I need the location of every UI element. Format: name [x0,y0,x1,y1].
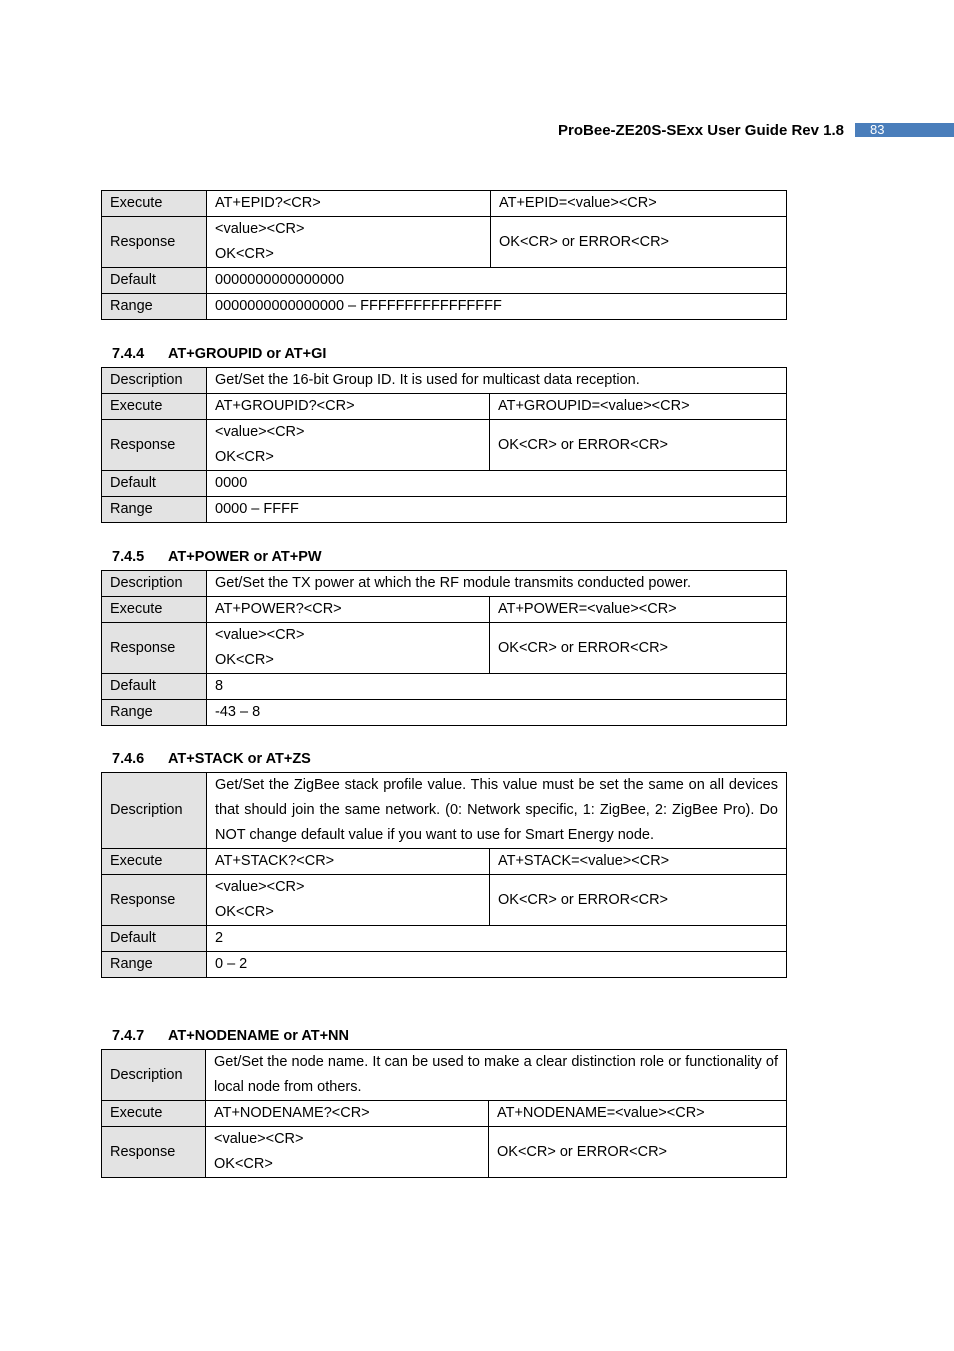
table-row [102,394,787,420]
default-value: 2 [207,926,787,952]
response-label: Response [102,623,207,674]
section-heading [112,1028,349,1044]
table-row [102,849,787,875]
response-line: <value><CR> [215,424,305,440]
description-value: Get/Set the TX power at which the RF module transmits conducted power. [207,571,787,597]
section-title: AT+NODENAME or AT+NN [168,1028,349,1044]
section-title: AT+POWER or AT+PW [168,549,322,565]
epid-command-table [101,190,787,320]
table-row [102,1101,787,1127]
default-label: Default [102,268,207,294]
response-line: OK<CR> [215,246,274,262]
default-value: 0000 [207,471,787,497]
response-query-cell [207,217,491,268]
response-query-cell [207,875,490,926]
table-row [102,926,787,952]
section-title: AT+GROUPID or AT+GI [168,346,327,362]
response-set-cell: OK<CR> or ERROR<CR> [490,623,787,674]
execute-query-cell: AT+NODENAME?<CR> [206,1101,489,1127]
description-value: Get/Set the node name. It can be used to make a clear distinction role or functionality of local node from others. [206,1050,787,1101]
execute-set-cell: AT+STACK=<value><CR> [490,849,787,875]
section-title: AT+STACK or AT+ZS [168,751,311,767]
range-value: -43 – 8 [207,700,787,726]
power-command-table [101,570,787,726]
range-label: Range [102,294,207,320]
document-header-title: ProBee-ZE20S-SExx User Guide Rev 1.8 [558,122,844,139]
default-label: Default [102,674,207,700]
response-label: Response [102,1127,206,1178]
range-label: Range [102,952,207,978]
table-row [102,420,787,471]
response-line: <value><CR> [215,221,305,237]
response-set-cell: OK<CR> or ERROR<CR> [489,1127,787,1178]
response-label: Response [102,875,207,926]
stack-command-table [101,772,787,978]
table-row [102,1127,787,1178]
response-set-cell: OK<CR> or ERROR<CR> [491,217,787,268]
range-value: 0000 – FFFF [207,497,787,523]
table-row [102,471,787,497]
response-line: OK<CR> [215,904,274,920]
execute-query-cell: AT+EPID?<CR> [207,191,491,217]
response-query-cell [207,623,490,674]
description-label: Description [102,1050,206,1101]
execute-query-cell: AT+POWER?<CR> [207,597,490,623]
section-heading [112,751,311,767]
section-number: 7.4.4 [112,346,145,362]
execute-set-cell: AT+POWER=<value><CR> [490,597,787,623]
table-row [102,571,787,597]
response-line: OK<CR> [215,449,274,465]
execute-set-cell: AT+EPID=<value><CR> [491,191,787,217]
section-heading [112,346,326,362]
section-number: 7.4.7 [112,1028,145,1044]
response-query-cell [207,420,490,471]
nodename-command-table [101,1049,787,1178]
default-label: Default [102,471,207,497]
table-row [102,368,787,394]
execute-set-cell: AT+GROUPID=<value><CR> [490,394,787,420]
description-value: Get/Set the 16-bit Group ID. It is used for multicast data reception. [207,368,787,394]
execute-set-cell: AT+NODENAME=<value><CR> [489,1101,787,1127]
description-label: Description [102,571,207,597]
response-line: <value><CR> [215,879,305,895]
execute-query-cell: AT+STACK?<CR> [207,849,490,875]
table-row [102,773,787,849]
table-row [102,952,787,978]
table-row [102,268,787,294]
range-value: 0 – 2 [207,952,787,978]
response-label: Response [102,217,207,268]
response-line: <value><CR> [214,1131,304,1147]
page-number-badge: 83 [855,123,954,137]
default-value: 0000000000000000 [207,268,787,294]
default-value: 8 [207,674,787,700]
response-set-cell: OK<CR> or ERROR<CR> [490,875,787,926]
table-row [102,217,787,268]
section-number: 7.4.5 [112,549,145,565]
execute-label: Execute [102,1101,206,1127]
execute-label: Execute [102,597,207,623]
description-label: Description [102,773,207,849]
execute-label: Execute [102,849,207,875]
range-value: 0000000000000000 – FFFFFFFFFFFFFFFF [207,294,787,320]
range-label: Range [102,497,207,523]
response-query-cell [206,1127,489,1178]
description-label: Description [102,368,207,394]
table-row [102,875,787,926]
response-line: <value><CR> [215,627,305,643]
table-row [102,191,787,217]
execute-label: Execute [102,191,207,217]
description-value: Get/Set the ZigBee stack profile value. This value must be set the same on all devices that should join the same network. (0: Network specific, 1: ZigBee, 2: ZigBee Pro). Do NOT change default value if you want to use for Smart Energy node. [207,773,787,849]
response-set-cell: OK<CR> or ERROR<CR> [490,420,787,471]
groupid-command-table [101,367,787,523]
table-row [102,294,787,320]
table-row [102,623,787,674]
section-number: 7.4.6 [112,751,145,767]
execute-label: Execute [102,394,207,420]
default-label: Default [102,926,207,952]
response-line: OK<CR> [215,652,274,668]
response-line: OK<CR> [214,1156,273,1172]
response-label: Response [102,420,207,471]
range-label: Range [102,700,207,726]
table-row [102,674,787,700]
table-row [102,1050,787,1101]
execute-query-cell: AT+GROUPID?<CR> [207,394,490,420]
table-row [102,700,787,726]
table-row [102,497,787,523]
table-row [102,597,787,623]
section-heading [112,549,322,565]
